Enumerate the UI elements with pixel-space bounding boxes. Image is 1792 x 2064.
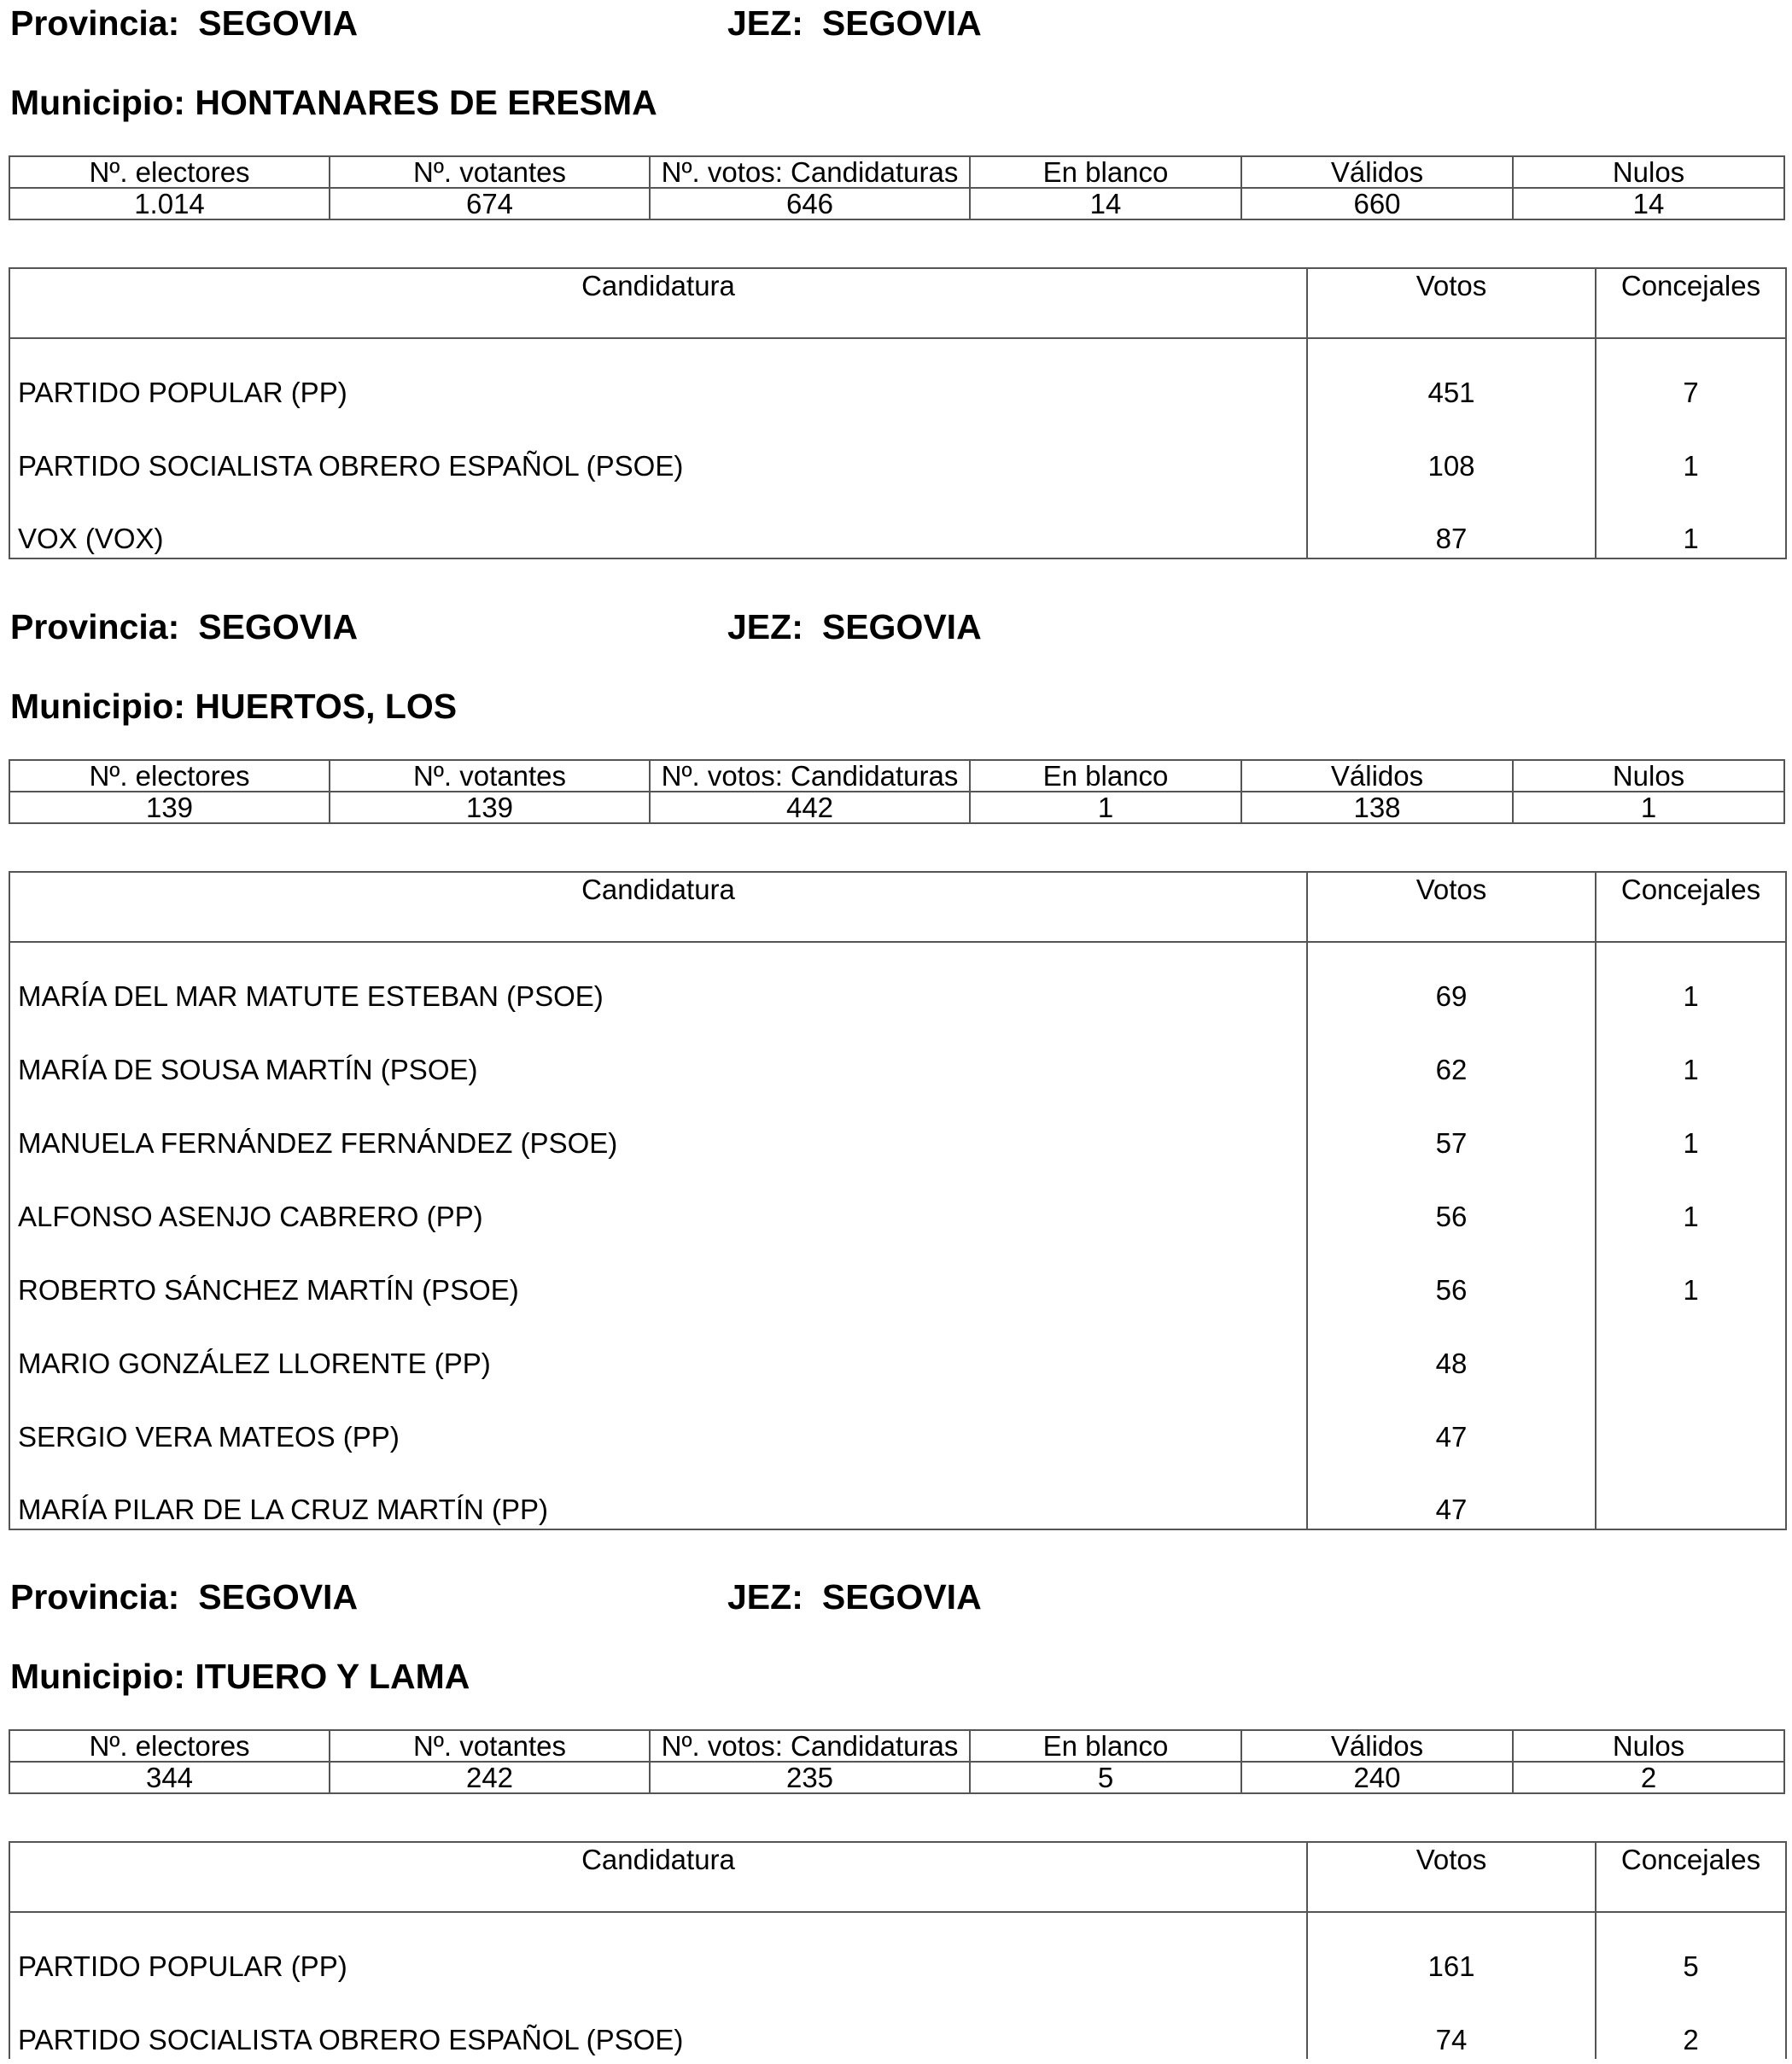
cand-votos: 74 bbox=[1307, 1985, 1596, 2059]
cand-concejales bbox=[1596, 1383, 1786, 1456]
cand-name: ROBERTO SÁNCHEZ MARTÍN (PSOE) bbox=[18, 1274, 519, 1306]
summary-header-row bbox=[9, 156, 1784, 188]
table-row bbox=[9, 1456, 1786, 1529]
table-row bbox=[9, 485, 1786, 558]
header-nulos: Nulos bbox=[1513, 760, 1784, 792]
cand-concejales: 1 bbox=[1596, 1089, 1786, 1162]
cand-name: MARIO GONZÁLEZ LLORENTE (PP) bbox=[18, 1348, 491, 1379]
municipio-value: HUERTOS, LOS bbox=[195, 687, 458, 726]
cand-concejales: 1 bbox=[1596, 1162, 1786, 1236]
header-candidatura: Candidatura bbox=[9, 1842, 1307, 1912]
cand-votos: 87 bbox=[1307, 485, 1596, 558]
cand-votos: 56 bbox=[1307, 1236, 1596, 1309]
header-votos: Votos bbox=[1307, 872, 1596, 942]
jez-value: SEGOVIA bbox=[821, 1577, 982, 1617]
provincia: Provincia: SEGOVIA bbox=[10, 1577, 359, 1617]
cand-concejales: 2 bbox=[1596, 1985, 1786, 2059]
provincia-value: SEGOVIA bbox=[198, 3, 359, 43]
header-votantes: Nº. votantes bbox=[330, 760, 650, 792]
value-electores: 1.014 bbox=[9, 188, 330, 219]
cand-concejales bbox=[1596, 1456, 1786, 1529]
value-votos-candidaturas: 442 bbox=[650, 792, 970, 823]
cand-concejales: 1 bbox=[1596, 1015, 1786, 1089]
summary-header-row bbox=[9, 760, 1784, 792]
header-votantes: Nº. votantes bbox=[330, 1730, 650, 1762]
header-concejales: Concejales bbox=[1596, 1842, 1786, 1912]
value-votantes: 242 bbox=[330, 1762, 650, 1793]
jez-value: SEGOVIA bbox=[821, 607, 982, 646]
provincia-value: SEGOVIA bbox=[198, 1577, 359, 1617]
header-validos: Válidos bbox=[1241, 760, 1513, 792]
summary-table bbox=[9, 155, 1785, 220]
cand-votos: 62 bbox=[1307, 1015, 1596, 1089]
cand-votos: 57 bbox=[1307, 1089, 1596, 1162]
cand-name: MARÍA PILAR DE LA CRUZ MARTÍN (PP) bbox=[18, 1494, 549, 1525]
jez: JEZ: SEGOVIA bbox=[727, 3, 982, 43]
header-candidatura: Candidatura bbox=[9, 268, 1307, 338]
header-electores: Nº. electores bbox=[9, 1730, 330, 1762]
cand-votos: 47 bbox=[1307, 1456, 1596, 1529]
value-votantes: 139 bbox=[330, 792, 650, 823]
value-validos: 240 bbox=[1241, 1762, 1513, 1793]
header-electores: Nº. electores bbox=[9, 760, 330, 792]
table-row bbox=[9, 1985, 1786, 2059]
section-ituero bbox=[9, 1576, 1785, 2055]
cand-header-row bbox=[9, 268, 1786, 338]
cand-votos: 47 bbox=[1307, 1383, 1596, 1456]
cand-votos: 161 bbox=[1307, 1912, 1596, 1985]
header-candidatura: Candidatura bbox=[9, 872, 1307, 942]
provincia-value: SEGOVIA bbox=[198, 607, 359, 646]
candidaturas-table bbox=[9, 871, 1787, 1530]
cand-name: ALFONSO ASENJO CABRERO (PP) bbox=[18, 1201, 483, 1232]
table-row bbox=[9, 1383, 1786, 1456]
value-en-blanco: 14 bbox=[970, 188, 1241, 219]
cand-name: VOX (VOX) bbox=[18, 523, 164, 554]
cand-name: PARTIDO POPULAR (PP) bbox=[18, 377, 347, 408]
cand-votos: 69 bbox=[1307, 942, 1596, 1015]
header-line bbox=[9, 1576, 1785, 1618]
cand-name: PARTIDO POPULAR (PP) bbox=[18, 1950, 347, 1982]
cand-votos: 451 bbox=[1307, 338, 1596, 412]
summary-values-row bbox=[9, 792, 1784, 823]
cand-header-row bbox=[9, 1842, 1786, 1912]
value-electores: 344 bbox=[9, 1762, 330, 1793]
municipio: Municipio: HONTANARES DE ERESMA bbox=[10, 83, 657, 122]
cand-name: MANUELA FERNÁNDEZ FERNÁNDEZ (PSOE) bbox=[18, 1127, 618, 1159]
provincia: Provincia: SEGOVIA bbox=[10, 607, 359, 646]
header-votos: Votos bbox=[1307, 268, 1596, 338]
header-votos-candidaturas: Nº. votos: Candidaturas bbox=[650, 156, 970, 188]
header-en-blanco: En blanco bbox=[970, 156, 1241, 188]
header-nulos: Nulos bbox=[1513, 156, 1784, 188]
cand-name: MARÍA DEL MAR MATUTE ESTEBAN (PSOE) bbox=[18, 980, 604, 1012]
jez: JEZ: SEGOVIA bbox=[727, 607, 982, 646]
cand-concejales: 1 bbox=[1596, 1236, 1786, 1309]
section-huertos bbox=[9, 605, 1785, 1525]
header-en-blanco: En blanco bbox=[970, 760, 1241, 792]
cand-name: MARÍA DE SOUSA MARTÍN (PSOE) bbox=[18, 1054, 478, 1085]
table-row bbox=[9, 1089, 1786, 1162]
table-row bbox=[9, 1015, 1786, 1089]
candidaturas-table bbox=[9, 267, 1787, 559]
summary-table bbox=[9, 1729, 1785, 1794]
value-votos-candidaturas: 646 bbox=[650, 188, 970, 219]
header-electores: Nº. electores bbox=[9, 156, 330, 188]
summary-values-row bbox=[9, 188, 1784, 219]
summary-table bbox=[9, 759, 1785, 824]
provincia: Provincia: SEGOVIA bbox=[10, 3, 359, 43]
value-votantes: 674 bbox=[330, 188, 650, 219]
value-validos: 660 bbox=[1241, 188, 1513, 219]
summary-header-row bbox=[9, 1730, 1784, 1762]
header-concejales: Concejales bbox=[1596, 268, 1786, 338]
cand-header-row bbox=[9, 872, 1786, 942]
jez: JEZ: SEGOVIA bbox=[727, 1577, 982, 1617]
municipio-value: ITUERO Y LAMA bbox=[195, 1657, 470, 1696]
table-row bbox=[9, 1309, 1786, 1383]
cand-concejales bbox=[1596, 1309, 1786, 1383]
value-validos: 138 bbox=[1241, 792, 1513, 823]
section-hontanares bbox=[9, 2, 1785, 554]
cand-name: PARTIDO SOCIALISTA OBRERO ESPAÑOL (PSOE) bbox=[18, 2024, 684, 2055]
cand-concejales: 1 bbox=[1596, 942, 1786, 1015]
table-row bbox=[9, 942, 1786, 1015]
table-row bbox=[9, 1162, 1786, 1236]
header-validos: Válidos bbox=[1241, 156, 1513, 188]
value-votos-candidaturas: 235 bbox=[650, 1762, 970, 1793]
table-row bbox=[9, 1912, 1786, 1985]
municipio-value: HONTANARES DE ERESMA bbox=[195, 83, 657, 122]
value-electores: 139 bbox=[9, 792, 330, 823]
header-votos: Votos bbox=[1307, 1842, 1596, 1912]
cand-concejales: 1 bbox=[1596, 485, 1786, 558]
table-row bbox=[9, 338, 1786, 412]
table-row bbox=[9, 412, 1786, 485]
candidaturas-table bbox=[9, 1841, 1787, 2059]
table-row bbox=[9, 1236, 1786, 1309]
summary-values-row bbox=[9, 1762, 1784, 1793]
header-votantes: Nº. votantes bbox=[330, 156, 650, 188]
value-en-blanco: 1 bbox=[970, 792, 1241, 823]
value-nulos: 14 bbox=[1513, 188, 1784, 219]
header-validos: Válidos bbox=[1241, 1730, 1513, 1762]
cand-concejales: 7 bbox=[1596, 338, 1786, 412]
value-nulos: 2 bbox=[1513, 1762, 1784, 1793]
cand-votos: 56 bbox=[1307, 1162, 1596, 1236]
cand-votos: 48 bbox=[1307, 1309, 1596, 1383]
header-votos-candidaturas: Nº. votos: Candidaturas bbox=[650, 760, 970, 792]
value-nulos: 1 bbox=[1513, 792, 1784, 823]
header-concejales: Concejales bbox=[1596, 872, 1786, 942]
header-en-blanco: En blanco bbox=[970, 1730, 1241, 1762]
cand-name: SERGIO VERA MATEOS (PP) bbox=[18, 1421, 400, 1453]
cand-concejales: 5 bbox=[1596, 1912, 1786, 1985]
cand-concejales: 1 bbox=[1596, 412, 1786, 485]
header-line bbox=[9, 605, 1785, 648]
municipio: Municipio: HUERTOS, LOS bbox=[10, 687, 458, 726]
cand-name: PARTIDO SOCIALISTA OBRERO ESPAÑOL (PSOE) bbox=[18, 450, 684, 482]
cand-votos: 108 bbox=[1307, 412, 1596, 485]
value-en-blanco: 5 bbox=[970, 1762, 1241, 1793]
municipio: Municipio: ITUERO Y LAMA bbox=[10, 1657, 470, 1696]
header-nulos: Nulos bbox=[1513, 1730, 1784, 1762]
header-line bbox=[9, 2, 1785, 44]
jez-value: SEGOVIA bbox=[821, 3, 982, 43]
header-votos-candidaturas: Nº. votos: Candidaturas bbox=[650, 1730, 970, 1762]
